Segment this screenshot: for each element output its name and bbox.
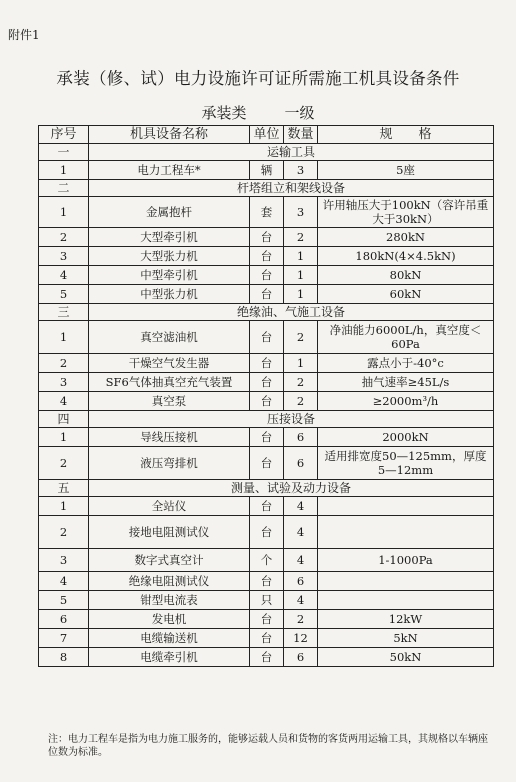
- section-row: [39, 304, 494, 321]
- item-spec: 280kN: [318, 228, 494, 247]
- table-row: [39, 354, 494, 373]
- item-name: 接地电阻测试仪: [89, 516, 250, 549]
- table-row: [39, 161, 494, 180]
- item-number: 3: [39, 247, 89, 266]
- equipment-table: [38, 125, 494, 667]
- item-spec: 5kN: [318, 629, 494, 648]
- table-row: [39, 610, 494, 629]
- item-quantity: 3: [284, 161, 318, 180]
- item-quantity: 2: [284, 610, 318, 629]
- item-number: 1: [39, 497, 89, 516]
- item-name: 电缆牵引机: [89, 648, 250, 667]
- footnote: 注：电力工程车是指为电力施工服务的，能够运载人员和货物的客货两用运输工具，其规格以车辆座位数为标准。: [48, 734, 488, 758]
- item-number: 4: [39, 266, 89, 285]
- item-quantity: 6: [284, 447, 318, 480]
- item-unit: 台: [250, 497, 284, 516]
- item-number: 2: [39, 228, 89, 247]
- item-unit: 台: [250, 572, 284, 591]
- item-unit: 台: [250, 228, 284, 247]
- item-quantity: 2: [284, 228, 318, 247]
- item-spec: 12kW: [318, 610, 494, 629]
- item-number: 3: [39, 549, 89, 572]
- item-name: 真空泵: [89, 392, 250, 411]
- item-number: 6: [39, 610, 89, 629]
- table-row: [39, 373, 494, 392]
- section-id: 三: [39, 304, 89, 321]
- item-number: 1: [39, 321, 89, 354]
- item-quantity: 2: [284, 321, 318, 354]
- item-unit: 台: [250, 321, 284, 354]
- item-unit: 台: [250, 648, 284, 667]
- section-name: 杆塔组立和架线设备: [89, 180, 494, 197]
- item-name: 中型牵引机: [89, 266, 250, 285]
- item-name: 金属抱杆: [89, 197, 250, 228]
- item-name: 中型张力机: [89, 285, 250, 304]
- item-spec: 180kN(4×4.5kN): [318, 247, 494, 266]
- item-quantity: 1: [284, 354, 318, 373]
- section-name: 测量、试验及动力设备: [89, 480, 494, 497]
- item-name: 发电机: [89, 610, 250, 629]
- table-row: [39, 591, 494, 610]
- table-row: [39, 285, 494, 304]
- table-row: [39, 266, 494, 285]
- item-unit: 台: [250, 516, 284, 549]
- item-quantity: 6: [284, 648, 318, 667]
- table-row: [39, 321, 494, 354]
- item-name: 液压弯排机: [89, 447, 250, 480]
- col-header-no: 序号: [39, 126, 89, 144]
- item-spec: ≥2000m³/h: [318, 392, 494, 411]
- table-header-row: [39, 126, 494, 144]
- item-spec: 露点小于-40°c: [318, 354, 494, 373]
- item-spec: [318, 572, 494, 591]
- item-number: 3: [39, 373, 89, 392]
- item-name: 电力工程车*: [89, 161, 250, 180]
- section-id: 二: [39, 180, 89, 197]
- item-unit: 个: [250, 549, 284, 572]
- item-quantity: 1: [284, 266, 318, 285]
- section-name: 压接设备: [89, 411, 494, 428]
- item-unit: 台: [250, 428, 284, 447]
- item-quantity: 2: [284, 373, 318, 392]
- table-row: [39, 572, 494, 591]
- item-unit: 台: [250, 447, 284, 480]
- item-name: 大型张力机: [89, 247, 250, 266]
- item-quantity: 4: [284, 591, 318, 610]
- subtitle-grade: 一级: [284, 104, 315, 122]
- table-row: [39, 392, 494, 411]
- table-row: [39, 428, 494, 447]
- item-unit: 台: [250, 629, 284, 648]
- section-row: [39, 480, 494, 497]
- table-row: [39, 629, 494, 648]
- table-body: [39, 144, 494, 667]
- item-spec: 适用排宽度50—125mm，厚度5—12mm: [318, 447, 494, 480]
- item-number: 1: [39, 428, 89, 447]
- item-name: 电缆输送机: [89, 629, 250, 648]
- item-spec: 50kN: [318, 648, 494, 667]
- table-row: [39, 247, 494, 266]
- section-id: 一: [39, 144, 89, 161]
- item-spec: 许用轴压大于100kN（容许吊重大于30kN）: [318, 197, 494, 228]
- item-name: 绝缘电阻测试仪: [89, 572, 250, 591]
- document-subtitle: [0, 102, 516, 123]
- item-unit: 台: [250, 266, 284, 285]
- table-row: [39, 648, 494, 667]
- item-quantity: 6: [284, 428, 318, 447]
- item-spec: [318, 497, 494, 516]
- item-unit: 台: [250, 392, 284, 411]
- col-header-unit: 单位: [250, 126, 284, 144]
- attachment-label: 附件1: [8, 28, 40, 42]
- item-quantity: 1: [284, 285, 318, 304]
- item-number: 4: [39, 572, 89, 591]
- col-header-spec: 规 格: [318, 126, 494, 144]
- item-spec: [318, 516, 494, 549]
- item-quantity: 12: [284, 629, 318, 648]
- item-quantity: 4: [284, 497, 318, 516]
- item-number: 1: [39, 197, 89, 228]
- item-number: 1: [39, 161, 89, 180]
- item-spec: 60kN: [318, 285, 494, 304]
- item-quantity: 3: [284, 197, 318, 228]
- section-name: 绝缘油、气施工设备: [89, 304, 494, 321]
- table-row: [39, 447, 494, 480]
- subtitle-category: 承装类: [201, 104, 247, 122]
- item-name: SF6气体抽真空充气装置: [89, 373, 250, 392]
- item-number: 2: [39, 354, 89, 373]
- item-name: 大型牵引机: [89, 228, 250, 247]
- section-row: [39, 144, 494, 161]
- item-unit: 台: [250, 285, 284, 304]
- col-header-name: 机具设备名称: [89, 126, 250, 144]
- table-row: [39, 549, 494, 572]
- table-row: [39, 516, 494, 549]
- section-id: 四: [39, 411, 89, 428]
- table-row: [39, 497, 494, 516]
- item-unit: 台: [250, 247, 284, 266]
- section-row: [39, 180, 494, 197]
- item-unit: 台: [250, 610, 284, 629]
- item-spec: [318, 591, 494, 610]
- item-name: 真空滤油机: [89, 321, 250, 354]
- section-name: 运输工具: [89, 144, 494, 161]
- item-number: 7: [39, 629, 89, 648]
- document-title: 承装（修、试）电力设施许可证所需施工机具设备条件: [56, 69, 460, 88]
- item-number: 5: [39, 591, 89, 610]
- table-row: [39, 197, 494, 228]
- section-row: [39, 411, 494, 428]
- item-spec: 1-1000Pa: [318, 549, 494, 572]
- item-spec: 抽气速率≥45L/s: [318, 373, 494, 392]
- col-header-qty: 数量: [284, 126, 318, 144]
- item-name: 干燥空气发生器: [89, 354, 250, 373]
- item-unit: 辆: [250, 161, 284, 180]
- item-quantity: 1: [284, 247, 318, 266]
- item-quantity: 2: [284, 392, 318, 411]
- item-name: 全站仪: [89, 497, 250, 516]
- section-id: 五: [39, 480, 89, 497]
- item-spec: 5座: [318, 161, 494, 180]
- item-number: 4: [39, 392, 89, 411]
- item-spec: 2000kN: [318, 428, 494, 447]
- item-name: 钳型电流表: [89, 591, 250, 610]
- item-name: 导线压接机: [89, 428, 250, 447]
- item-name: 数字式真空计: [89, 549, 250, 572]
- item-unit: 套: [250, 197, 284, 228]
- item-quantity: 6: [284, 572, 318, 591]
- table-row: [39, 228, 494, 247]
- item-quantity: 4: [284, 516, 318, 549]
- item-number: 2: [39, 516, 89, 549]
- item-unit: 台: [250, 354, 284, 373]
- item-number: 5: [39, 285, 89, 304]
- item-unit: 台: [250, 373, 284, 392]
- item-quantity: 4: [284, 549, 318, 572]
- item-number: 2: [39, 447, 89, 480]
- item-unit: 只: [250, 591, 284, 610]
- item-spec: 净油能力6000L/h，真空度＜60Pa: [318, 321, 494, 354]
- item-number: 8: [39, 648, 89, 667]
- item-spec: 80kN: [318, 266, 494, 285]
